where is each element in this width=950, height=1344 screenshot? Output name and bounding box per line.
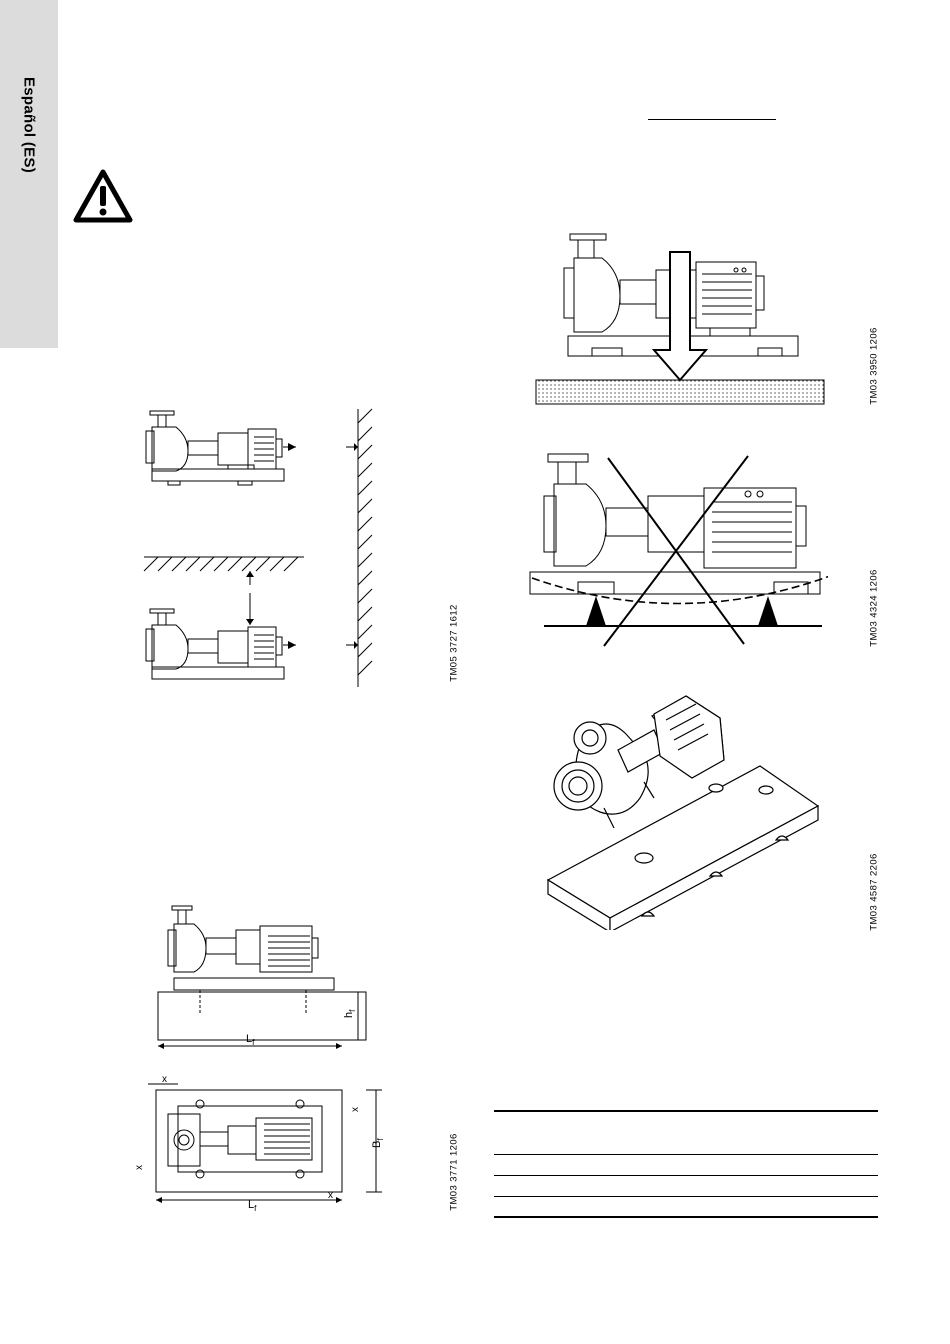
dimension-x-left: x xyxy=(134,1165,145,1170)
figure-code-foundation: TM03 3771 1206 xyxy=(448,1133,460,1211)
dimension-lf-label: $L_f$ xyxy=(246,1033,255,1047)
dimension-bf-label: $B_f$ xyxy=(371,1138,385,1148)
warning-icon xyxy=(72,168,134,224)
language-tab-label: Español (ES) xyxy=(20,76,38,174)
figure-code-clearance: TM05 3727 1612 xyxy=(448,604,460,682)
clearance-figure xyxy=(138,405,378,690)
table-row-rule xyxy=(494,1196,878,1197)
dimension-x-right: x xyxy=(350,1107,361,1112)
dimension-lf-plan-label: $L_f$ xyxy=(248,1199,257,1213)
isometric-base-figure xyxy=(544,690,824,930)
dimension-x-bottom: x xyxy=(328,1190,333,1201)
table-row-rule xyxy=(494,1154,878,1155)
figure-code-base-load: TM03 3950 1206 xyxy=(868,327,880,405)
header-rule xyxy=(648,119,776,120)
foundation-figure xyxy=(130,900,390,1220)
table-bottom-rule xyxy=(494,1216,878,1218)
language-tab xyxy=(0,0,58,348)
base-load-figure xyxy=(534,228,826,408)
table-top-rule xyxy=(494,1110,878,1112)
figure-code-isometric: TM03 4587 2206 xyxy=(868,853,880,931)
table-row-rule xyxy=(494,1175,878,1176)
figure-code-base-bend: TM03 4324 1206 xyxy=(868,569,880,647)
dimension-x-top: x xyxy=(162,1074,167,1085)
dimension-hf-label: $h_f$ xyxy=(343,1009,357,1018)
base-bend-figure xyxy=(520,450,828,650)
